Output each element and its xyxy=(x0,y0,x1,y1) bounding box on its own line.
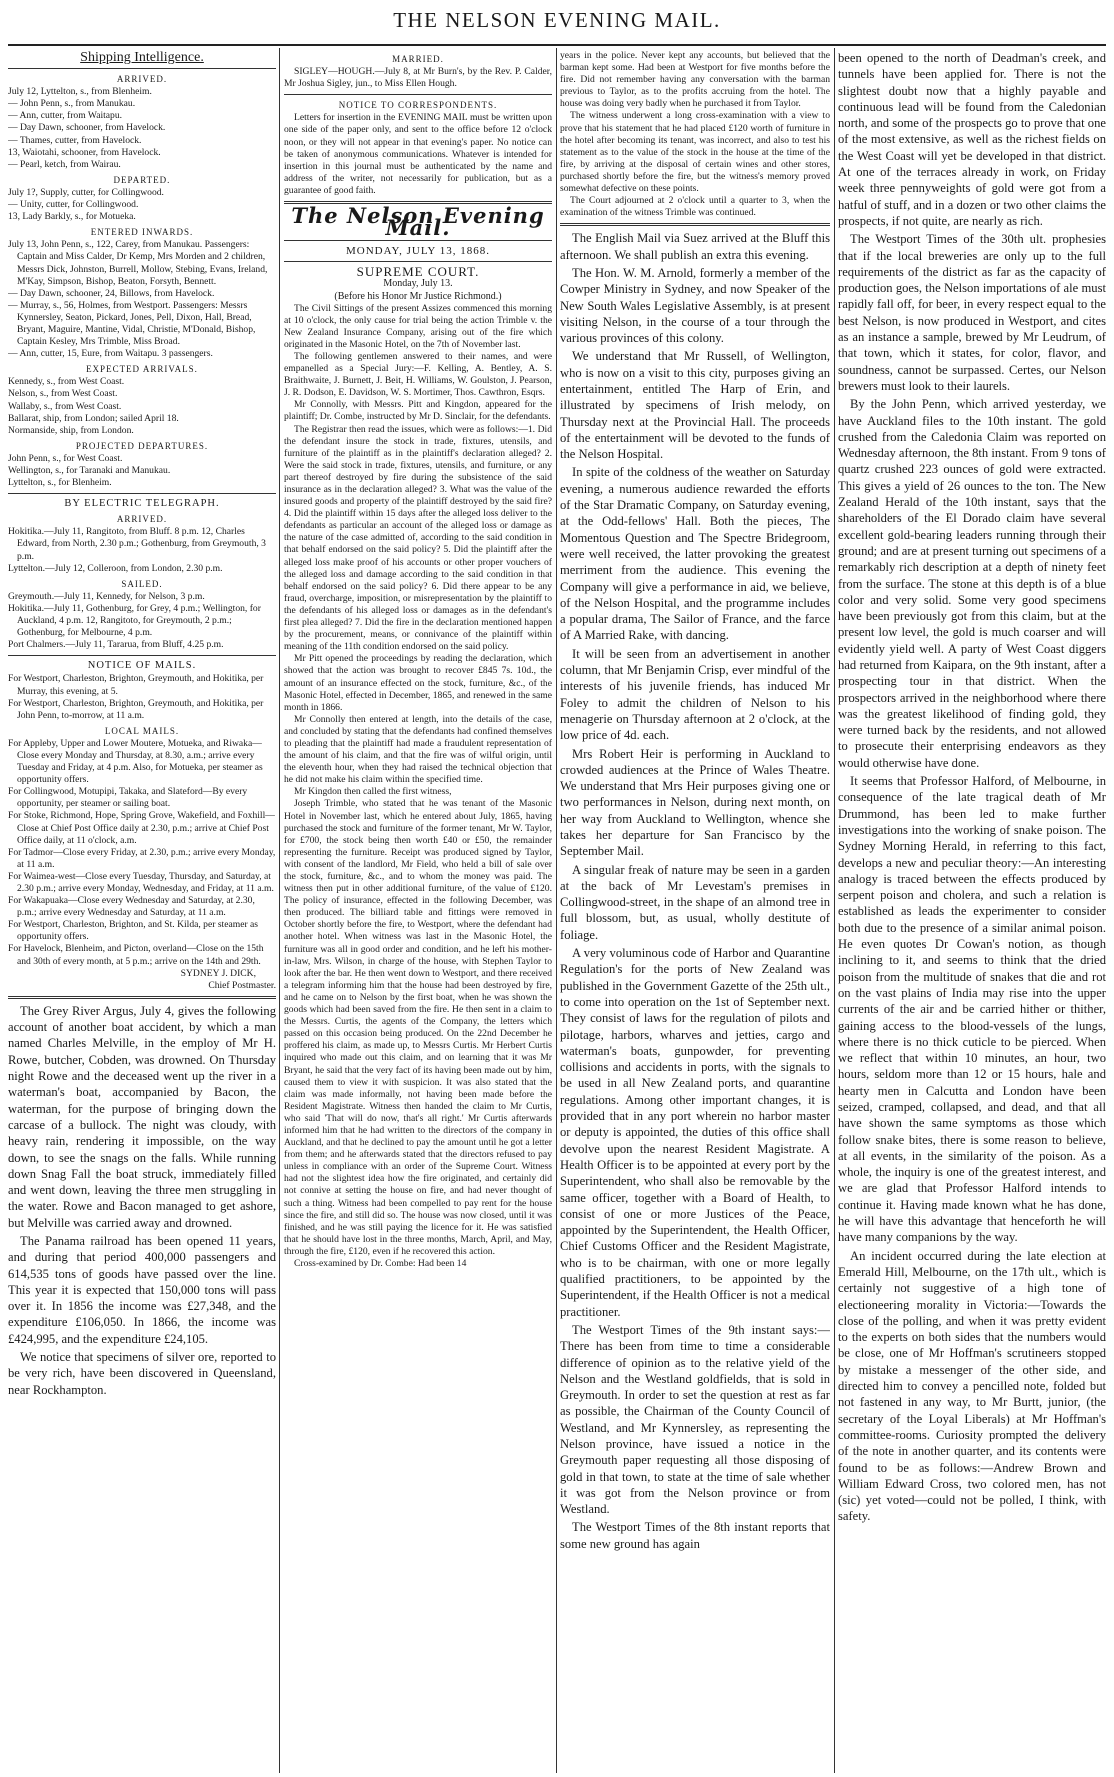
column-divider xyxy=(556,48,557,1773)
shipping-line: — Ann, cutter, 15, Eure, from Waitapu. 3 passengers. xyxy=(8,348,213,360)
mails-heading: NOTICE OF MAILS. xyxy=(87,660,197,672)
column-divider xyxy=(834,48,835,1773)
mail-line: For Westport, Charleston, Brighton, and St. Kilda, per steamer as opportunity offers. xyxy=(8,919,259,943)
shipping-line: 13, Waiotahi, schooner, from Havelock. xyxy=(8,146,161,158)
arrived-heading: ARRIVED. xyxy=(116,74,168,85)
telegraph-heading: BY ELECTRIC TELEGRAPH. xyxy=(64,498,220,510)
court-date: Monday, July 13. xyxy=(383,278,453,290)
article-paragraph: A very voluminous code of Harbor and Quarantine Regulation's for the ports of New Zealand was published in the Government Gazette of the 25th ult., to come into operation on the 1st of September next. They consist of laws for the regulation of pilots and pilotage, harbors, wharves and jetties, cargo and waterman's boats, gunpowder, for preventing collisions and accidents in ports, with the signals to be used in all New Zealand ports, and quarantine regulations. Among other important changes, it is provided that in any port wherein no harbor master or deputy is appointed, the duties of this office shall devolve upon the nearest Resident Magistrate. A Health Officer is to be appointed at every port by the Superintendent, who shall also be removable by the same officer, together with a Board of Health, to consist of one or more Justices of the Peace, appointed by the Superintendent, the Health Officer, Chief Customs Officer and the Resident Magistrate, who is to be chairman, with one or more legally qualified practitioners, to be appointed by the Superintendent, if the Health Officer is not a medical practitioner. xyxy=(560,946,830,1319)
article-paragraph: It will be seen from an advertisement in another column, that Mr Benjamin Crisp, ever mindful of the interests of his juvenile friends, has induced Mr Foley to admit the children of Nelson to his menagerie on Thursday afternoon at 2 o'clock, at the low price of 4d. each. xyxy=(560,646,830,743)
article-paragraph: The English Mail via Suez arrived at the Bluff this afternoon. We shall publish an extra this evening. xyxy=(560,231,830,262)
article-paragraph: The Westport Times of the 8th instant reports that some new ground has again xyxy=(560,1520,830,1551)
shipping-line: — Day Dawn, schooner, 24, Billows, from Havelock. xyxy=(8,287,215,299)
court-paragraph: The following gentlemen answered to their names, and were empanelled as a Special Jury:—F. Kelling, A. Bentley, A. S. Braithwaite, J. Burnett, J. Beit, H. Williams, W. Goulston, J. Pearson, J. R. Dodson, E. Davidson, W. S. Mortimer, Thos. Cawthron, Esqrs. xyxy=(284,350,552,399)
shipping-line: July 13, John Penn, s., 122, Carey, from Manukau. Passengers: Captain and Miss Calder, Dr Kemp, Mrs Morden and 2 children, Messrs Dick, Johnston, Burrell, Mollow, Stebing, Evans, Ireland, M'Kay, Simpson, Bishop, Beaton, Forsyth, Bennett. xyxy=(8,239,268,287)
article-paragraph: An incident occurred during the late election at Emerald Hill, Melbourne, on the 17th ult., which is certainly not suggestive of a high tone of electioneering morality in Victoria:—Towards the close of the polling, and when it was pretty evident to the experts on both sides that the numbers would be close, one of Mr Hoffman's scrutineers stopped by mistake a messenger of the other side, and directed him to convey a pencilled note, folded but not fastened in any way, to Mr Burtt, junior, (the secretary of the Loyal Liberals) at Mr Hoffman's committee-rooms. Curiosity prompted the delivery of the note in another quarter, and its contents were found to be as follows:—Andrew Brown and William Edward Cross, two colored men, has not (sic) yet voted—could not be polled, I think, with safety. xyxy=(838,1248,1106,1524)
mail-line: For Westport, Charleston, Brighton, Greymouth, and Hokitika, per Murray, this evening, at 5. xyxy=(8,673,264,697)
shipping-line: Nelson, s., from West Coast. xyxy=(8,388,118,400)
correspondents-heading: NOTICE TO CORRESPONDENTS. xyxy=(338,100,498,111)
article-block xyxy=(560,230,830,1552)
court-paragraph: Mr Pitt opened the proceedings by reading the declaration, which showed that the action was brought to recover £845 7s. 10d., the amount of an insurance effected on the stock, furniture, &c., of the Masonic Hotel, effected in December, 1865, and renewed in the same month in 1866. xyxy=(284,653,552,713)
article-paragraph: In spite of the coldness of the weather on Saturday evening, a numerous audience rewarded the efforts of the Star Dramatic Company, on Saturday evening, at the Odd-fellows' Hall. Both the pieces, The Momentous Question and The Spectre Bridegroom, were well received, the latter provoking the greatest merriment from the audience. This evening the Company will give a performance in aid, we believe, of the Nelson Hospital, and the programme includes a popular drama, The Sailor of France, and the farce of A Married Rake, with dancing. xyxy=(560,465,830,643)
shipping-line: — Day Dawn, schooner, from Havelock. xyxy=(8,122,166,134)
shipping-line: — Thames, cutter, from Havelock. xyxy=(8,134,142,146)
inwards-heading: ENTERED INWARDS. xyxy=(90,227,194,238)
court-judge: (Before his Honor Mr Justice Richmond.) xyxy=(334,290,502,302)
article-paragraph: The Westport Times of the 30th ult. prophesies that if the local breweries are only up to the full requirements of the district as far as the capacity of production goes, the Nelson importations of ale must rapidly fall off, for beer, in every respect equal to the best Nelson, is now produced in Westport, and cites as an instance a sample, brewed by Mr Leudrum, of that town, which it states, for color, flavor, and soundness, cannot be surpassed. Certes, our Nelson brewers must look to their laurels. xyxy=(838,232,1106,393)
married-heading: MARRIED. xyxy=(392,54,444,64)
court-heading: SUPREME COURT. xyxy=(356,264,480,280)
masthead-rule xyxy=(8,44,1106,46)
column-1 xyxy=(8,50,276,1400)
mail-line: For Westport, Charleston, Brighton, Greymouth, and Hokitika, per John Penn, to-morrow, at 11 a.m. xyxy=(8,697,264,721)
mail-line: For Collingwood, Motupipi, Takaka, and Slateford—By every opportunity, per steamer or sailing boat. xyxy=(8,786,248,810)
column-2 xyxy=(284,50,552,1270)
court-paragraph: Mr Connolly, with Messrs. Pitt and Kingdon, appeared for the plaintiff; Dr. Combe, instructed by Mr D. Sinclair, for the defendants. xyxy=(284,399,552,423)
article-paragraph: The Westport Times of the 9th instant says:—There has been from time to time a considerable difference of opinion as to the relative yield of the Nelson and the Westland goldfields, that is sold in Greymouth. In order to set the question at rest as far as possible, the Chairman of the County Council of Westland, and Mr Kynnersley, as representing the Nelson province, have issued a notice in the Greymouth paper requesting all those disposing of gold in that town, to state at the time of sale whether it was got from the Nelson province or from Westland. xyxy=(560,1322,830,1517)
court-paragraph: Joseph Trimble, who stated that he was tenant of the Masonic Hotel in November last, which he entered about July, 1865, having purchased the stock and furniture of the former tenant, Mr W. Taylor, for £700, the stock being then worth £40 or £50, the remainder representing the furniture. Receipt was produced signed by Taylor, with consent of the landlord, Mr Field, who held a bill of sale over the stock, furniture, &c., and to whom the money was paid. The witness then put in other additional furniture, of the value of £120. The policy of insurance, effected in the following December, was then produced. The billiard table and fittings were removed in October shortly before the fire, to Westport, where the defendant had another hotel. When witness was last in the Masonic Hotel, the furniture was all in good order and condition, and he left his mother-in-law, Mrs. Wilson, in charge of the house, with Stephen Taylor to look after the bar. He then went down to Westport, and there received a telegram informing him that the house had been destroyed by fire, and he came on to Nelson by the first boat, when he was shown the goods which had been saved from the fire. He then sent in a claim to the Messrs. Curtis, the agents of the Company, the letters which passed on this occasion being produced. On the 22nd December he proffered his claim, as made up, to Messrs Curtis. Mr Herbert Curtis inquired who made out this claim, and on learning that it was Mr Bryant, he said that the very fact of its having been made out by him, caused them to view it with suspicion. It was also stated that the claim was made informally, not having been made before the Resident Magistrate. Witness then handed the claim to Mr Curtis, who said 'That will do now, that's all right.' Mr Curtis afterwards informed him that he had written to the directors of the company in Auckland, and that he declined to pay the amount until he got a letter from them; and he afterwards stated that the directors refused to pay unless in compliance with an order of the Supreme Court. Witness had not the slightest idea how the fire originated, and certainly did not connive at setting the house on fire, and had never thought of such a thing. Witness had been compelled to pay rent for the house since the fire, and still did so. The house was now closed, until it was finished, and he was still paying the licence for it. He was satisfied that he should have lost in the three months, March, April, and May, through the fire, £120, even if he recovered this action. xyxy=(284,798,552,1257)
shipping-title: Shipping Intelligence. xyxy=(80,50,204,65)
mail-line: For Tadmor—Close every Friday, at 2.30, p.m.; arrive every Monday, at 11 a.m. xyxy=(8,846,276,870)
article-paragraph: We notice that specimens of silver ore, reported to be very rich, have been discovered in Queensland, near Rockhampton. xyxy=(8,1350,276,1397)
mail-line: For Wakapuaka—Close every Wednesday and Saturday, at 2.30, p.m.; arrive every Wednesday and Saturday, at 11 a.m. xyxy=(8,895,255,919)
mail-line: For Waimea-west—Close every Tuesday, Thursday, and Saturday, at 2.30 p.m.; arrive every Monday, Wednesday, and Friday, at 11 a.m. xyxy=(8,870,274,894)
court-paragraph: years in the police. Never kept any accounts, but believed that the barman kept some. Had been at Westport for five months before the fire. Did not remember having any conversation with the barman previous to Taylor, as to the profits accruing from the hotel. The house was doing very badly when he purchased it from Taylor. xyxy=(560,50,830,110)
column-4 xyxy=(838,50,1106,1527)
telegraph-line: Lyttelton.—July 12, Colleroon, from London, 2.30 p.m. xyxy=(8,562,223,574)
shipping-line: — Murray, s., 56, Holmes, from Westport. Passengers: Messrs Kynnersley, Seaton, Pickard, Jones, Pell, Dixon, Hall, Bread, Bryant, Maguire, Mantine, Vidal, Christie, M'Donald, Bishop, Captain Kesley, Mrs Trimble, Miss Broad. xyxy=(8,299,256,348)
shipping-line: — Pearl, ketch, from Wairau. xyxy=(8,158,121,170)
shipping-line: — Unity, cutter, for Collingwood. xyxy=(8,199,139,211)
court-paragraph: The Court adjourned at 2 o'clock until a quarter to 3, when the examination of the witness Trimble was continued. xyxy=(560,195,830,219)
shipping-line: Wallaby, s., from West Coast. xyxy=(8,400,122,412)
court-paragraph: Mr Connolly then entered at length, into the details of the case, and concluded by stating that the defendants had confined themselves to pleading that the plaintiff had made a fraudulent representation of the amount of his claim, and that the fire was of wilful origin, until the eleventh hour, when they had raised the technical objection that he did not make his claim within the specified time. xyxy=(284,713,552,786)
mail-line: For Appleby, Upper and Lower Moutere, Motueka, and Riwaka—Close every Monday and Thursday, at 8.30, a.m.; arrive every Tuesday and Friday, at 4 p.m. Also, for Motueka, per steamer as opportunity offers. xyxy=(8,737,263,786)
correspondents-notice: Letters for insertion in the EVENING MAIL must be written upon one side of the paper only, and sent to the office before 12 o'clock noon, or they will not appear in that evening's paper. No notice can be taken of anonymous communications. Whatever is intended for insertion in this journal must be authenticated by the name and address of the writer, not necessarily for publication, but as a guarantee of good faith. xyxy=(284,112,552,196)
paper-title: The Nelson Evening Mail. xyxy=(291,203,545,241)
shipping-line: Kennedy, s., from West Coast. xyxy=(8,376,125,388)
shipping-line: — Ann, cutter, from Waitapu. xyxy=(8,110,123,122)
departed-heading: DEPARTED. xyxy=(113,174,171,185)
local-mails-heading: LOCAL MAILS. xyxy=(104,725,180,736)
mail-line: For Havelock, Blenheim, and Picton, overland—Close on the 15th and 30th of every month, at 5 p.m.; arrive on the 14th and 29th. xyxy=(8,943,264,967)
issue-date: MONDAY, JULY 13, 1868. xyxy=(346,245,490,258)
article-paragraph: The Hon. W. M. Arnold, formerly a member of the Cowper Ministry in Sydney, and now Speaker of the New South Wales Legislative Assembly, is at present visiting Nelson, in the course of a tour through the various provinces of this colony. xyxy=(560,265,830,346)
shipping-line: John Penn, s., for West Coast. xyxy=(8,452,123,464)
telegraph-line: Hokitika.—July 11, Gothenburg, for Grey, 4 p.m.; Wellington, for Auckland, 4 p.m. 12, Rangitoto, for Greymouth, 2 p.m.; Gothenburg, for Melbourne, 4 p.m. xyxy=(8,602,261,639)
shipping-line: Wellington, s., for Taranaki and Manukau. xyxy=(8,465,171,476)
shipping-line: July 12, Lyttelton, s., from Blenheim. xyxy=(8,86,152,98)
signature: SYDNEY J. DICK, xyxy=(180,967,256,979)
court-paragraph: The Civil Sittings of the present Assizes commenced this morning at 10 o'clock, the only cause for trial being the action Trimble v. the New Zealand Insurance Company, arising out of the fire which originated in the Masonic Hotel, on the 7th of November last. xyxy=(284,302,552,350)
projected-heading: PROJECTED DEPARTURES. xyxy=(75,440,209,451)
tel-sailed-heading: SAILED. xyxy=(121,578,163,589)
article-paragraph: Mrs Robert Heir is performing in Auckland to crowded audiences at the Prince of Wales Theatre. We understand that Mrs Heir purposes giving one or two performances in Nelson, during next month, on her way from Auckland to Wellington, whence she takes her departure for San Francisco by the September Mail. xyxy=(560,746,830,859)
mail-line: For Stoke, Richmond, Hope, Spring Grove, Wakefield, and Foxhill—Close at Chief Post Office daily at 2.30, p.m.; arrive at Chief Post Office daily, at 11 o'clock, a.m. xyxy=(8,810,275,846)
shipping-line: Lyttelton, s., for Blenheim. xyxy=(8,477,112,489)
shipping-line: Normanside, ship, from London. xyxy=(8,424,134,436)
article-paragraph: We understand that Mr Russell, of Wellington, who is now on a visit to this city, purposes giving an entertainment, entitled The Harp of Erin, and illustrated by specimens of Irish melody, on Thursday next at the Provincial Hall. The proceeds of the entertainment will be devoted to the funds of the Nelson Hospital. xyxy=(560,349,830,462)
signature-role: Chief Postmaster. xyxy=(208,979,276,991)
court-paragraph: The witness underwent a long cross-examination with a view to prove that his statement that he had placed £120 worth of furniture in the hotel after becoming its tenant, was incorrect, and also to test his statement as to the value of the stock in the house at the time of the fire, by arriving at the disposal of certain wines and other stores, purchased shortly before the fire, but the witness's memory proved somewhat defective on these points. xyxy=(560,110,830,195)
married-notice: SIGLEY—HOUGH.—July 8, at Mr Burn's, by the Rev. P. Calder, Mr Joshua Sigley, jun., to Miss Ellen Hough. xyxy=(284,66,552,90)
court-paragraph: Mr Kingdon then called the first witness, xyxy=(294,786,452,798)
masthead: THE NELSON EVENING MAIL. xyxy=(393,8,721,32)
shipping-line: July 1?, Supply, cutter, for Collingwood. xyxy=(8,186,164,198)
article-paragraph: The Panama railroad has been opened 11 years, and during that period 400,000 passengers and 614,535 tons of goods have passed over the line. This year it is expected that 150,000 tons will pass over it. In 1856 the income was £27,348, and the expenditure £106,050. In 1866, the income was £424,995, and the expenditure £24,105. xyxy=(8,1234,276,1346)
article-paragraph: been opened to the north of Deadman's creek, and tunnels have been applied for. There is not the slightest doubt now that a highly payable and continuous lead will be found from the Caledonian north, and some of the prospects go to prove that one of the most extensive, as well as the richest fields on the West Coast will yet be developed in that district. At one of the terraces already in work, on Friday week three pennyweights of gold were got from a hatful of stuff, and in a dozen or two other claims the prospects, if not quite, are nearly as rich. xyxy=(838,51,1106,228)
telegraph-line: Hokitika.—July 11, Rangitoto, from Bluff. 8 p.m. 12, Charles Edward, from North, 2.30 p.m.; Gothenburg, from Greymouth, 3 p.m. xyxy=(8,526,266,562)
telegraph-line: Port Chalmers.—July 11, Tararua, from Bluff, 4.25 p.m. xyxy=(8,639,224,651)
column-3 xyxy=(560,50,830,1554)
article-block xyxy=(8,1003,276,1398)
shipping-line: Ballarat, ship, from London; sailed April 18. xyxy=(8,412,179,424)
shipping-line: 13, Lady Barkly, s., for Motueka. xyxy=(8,211,136,223)
court-paragraph: Cross-examined by Dr. Combe: Had been 14 xyxy=(294,1258,467,1269)
telegraph-line: Greymouth.—July 11, Kennedy, for Nelson, 3 p.m. xyxy=(8,590,205,602)
column-divider xyxy=(279,48,280,1773)
tel-arrived-heading: ARRIVED. xyxy=(116,514,168,525)
article-paragraph: The Grey River Argus, July 4, gives the following account of another boat accident, by which a man named Charles Melville, in the employ of Mr H. Rowe, butcher, Cobden, was drowned. On Thursday night Rowe and the deceased went up the river in a waterman's boat, accompanied by Bacon, the waterman, for the purpose of bringing down the carcase of a bullock. The night was cloudy, with heavy rain, rendering it impossible, on the way down, to see the snags on the falls. While running down Snag Fall the boat struck, immediately filled and went down, leaving the three men struggling in the water. Rowe and Bacon managed to get ashore, but Melville was carried away and drowned. xyxy=(8,1003,276,1230)
article-paragraph: By the John Penn, which arrived yesterday, we have Auckland files to the 10th instant. The gold crushed from the Caledonia Claim was reported on Wednesday afternoon, the 8th instant. From 9 tons of quartz crushed 223 ounces of gold were extracted. This gives a yield of 26 ounces to the ton. The New Zealand Herald of the 10th instant, says that the shareholders of the El Dorado claim have several excellent gold-bearing leaders running through their ground; and are at present turning out specimens of a remarkably rich description at a depth of ninety feet from the surface. The stone at this depth is of a blue color and very solid. Some very good specimens have been previously got from this claim, but at the present low level, the gold is much coarser and will evidently yield well. A party of West Coast diggers had returned from Kaipara, on the 9th instant, after a prospecting tour in that district. When the prospectors arrived in the neighborhood where there was the greatest likelihood of finding gold, they were turned back by the residents, and not allowed to prosecute their enterprising endeavors as they would otherwise have done. xyxy=(838,397,1106,770)
shipping-line: — John Penn, s., from Manukau. xyxy=(8,98,136,110)
expected-heading: EXPECTED ARRIVALS. xyxy=(86,364,198,375)
court-paragraph: The Registrar then read the issues, which were as follows:—1. Did the defendant insure the stock in trade, fixtures, utensils, and furniture of the plaintiff as in the plaintiff's declaration alleged? 2. Were the said stock in trade, fixtures, utensils, and furniture, or any part thereof destroyed by fire during the subsistence of the said insurance as in the declaration alleged? 3. What was the value of the insured goods and property of the plaintiff destroyed by the said fire? 4. Did the plaintiff within 15 days after the alleged loss deliver to the defendants as particular an account of the alleged loss or damage as the nature of the case admitted of, according to the said condition in that behalf endorsed on the said policy? 5. Did the plaintiff after the alleged loss make proof of his accounts or other proper vouchers of the alleged loss and damage according to the said condition in that behalf endorsed on the said policy? 6. Did there appear to be any fraud, overcharge, imposition, or misrepresentation by the plaintiff to the defendants of his alleged loss or damages as in the defendant's first plea alleged? 7. Did the fire in the declaration mentioned happen by the procurement, means, or connivance of the plaintiff within meaning of the 11th condition endorsed on the said policy. xyxy=(284,423,552,653)
article-paragraph: It seems that Professor Halford, of Melbourne, in consequence of the late tragical death of Mr Drummond, has been led to make further investigations into the working of snake poison. The Sydney Morning Herald, in referring to this fact, develops a new and peculiar theory:—An interesting analogy is traced between the effects produced by serpent poison and cholera, and such a relation is established as leads the experimenter to consider both due to the presence of a similar animal poison. He even quotes Dr Cowan's notion, as though inclining to it, and seems to think that the dried poison from the multitude of snakes that die and rot on the vast plains of India may rise into the upper currents of the air and be carried hither or thither, gaining access to the blood-vessels of the lungs, where there is no thick cuticle to be pierced. When we reflect that within 10 minutes, an hour, two hours, seldom more than 12 or 15 hours, hale and hearty men in Calcutta and London have been seized, cramped, collapsed, and dead, and that all have shown the same symptoms as those which follow snake bites, there is some reason to believe, at all events, in the similarity of the poison. As a whole, the inquiry is one of the greatest interest, and we are glad that Professor Halford intends to continue it. Having made known what he has done, he will have this advantage that henceforth he will have many companions by the way. xyxy=(838,774,1106,1245)
article-paragraph: A singular freak of nature may be seen in a garden at the back of Mr Levestam's premises in Collingwood-street, in the shape of an almond tree in full blossom, but, as usual, wholly destitute of foliage. xyxy=(560,862,830,942)
